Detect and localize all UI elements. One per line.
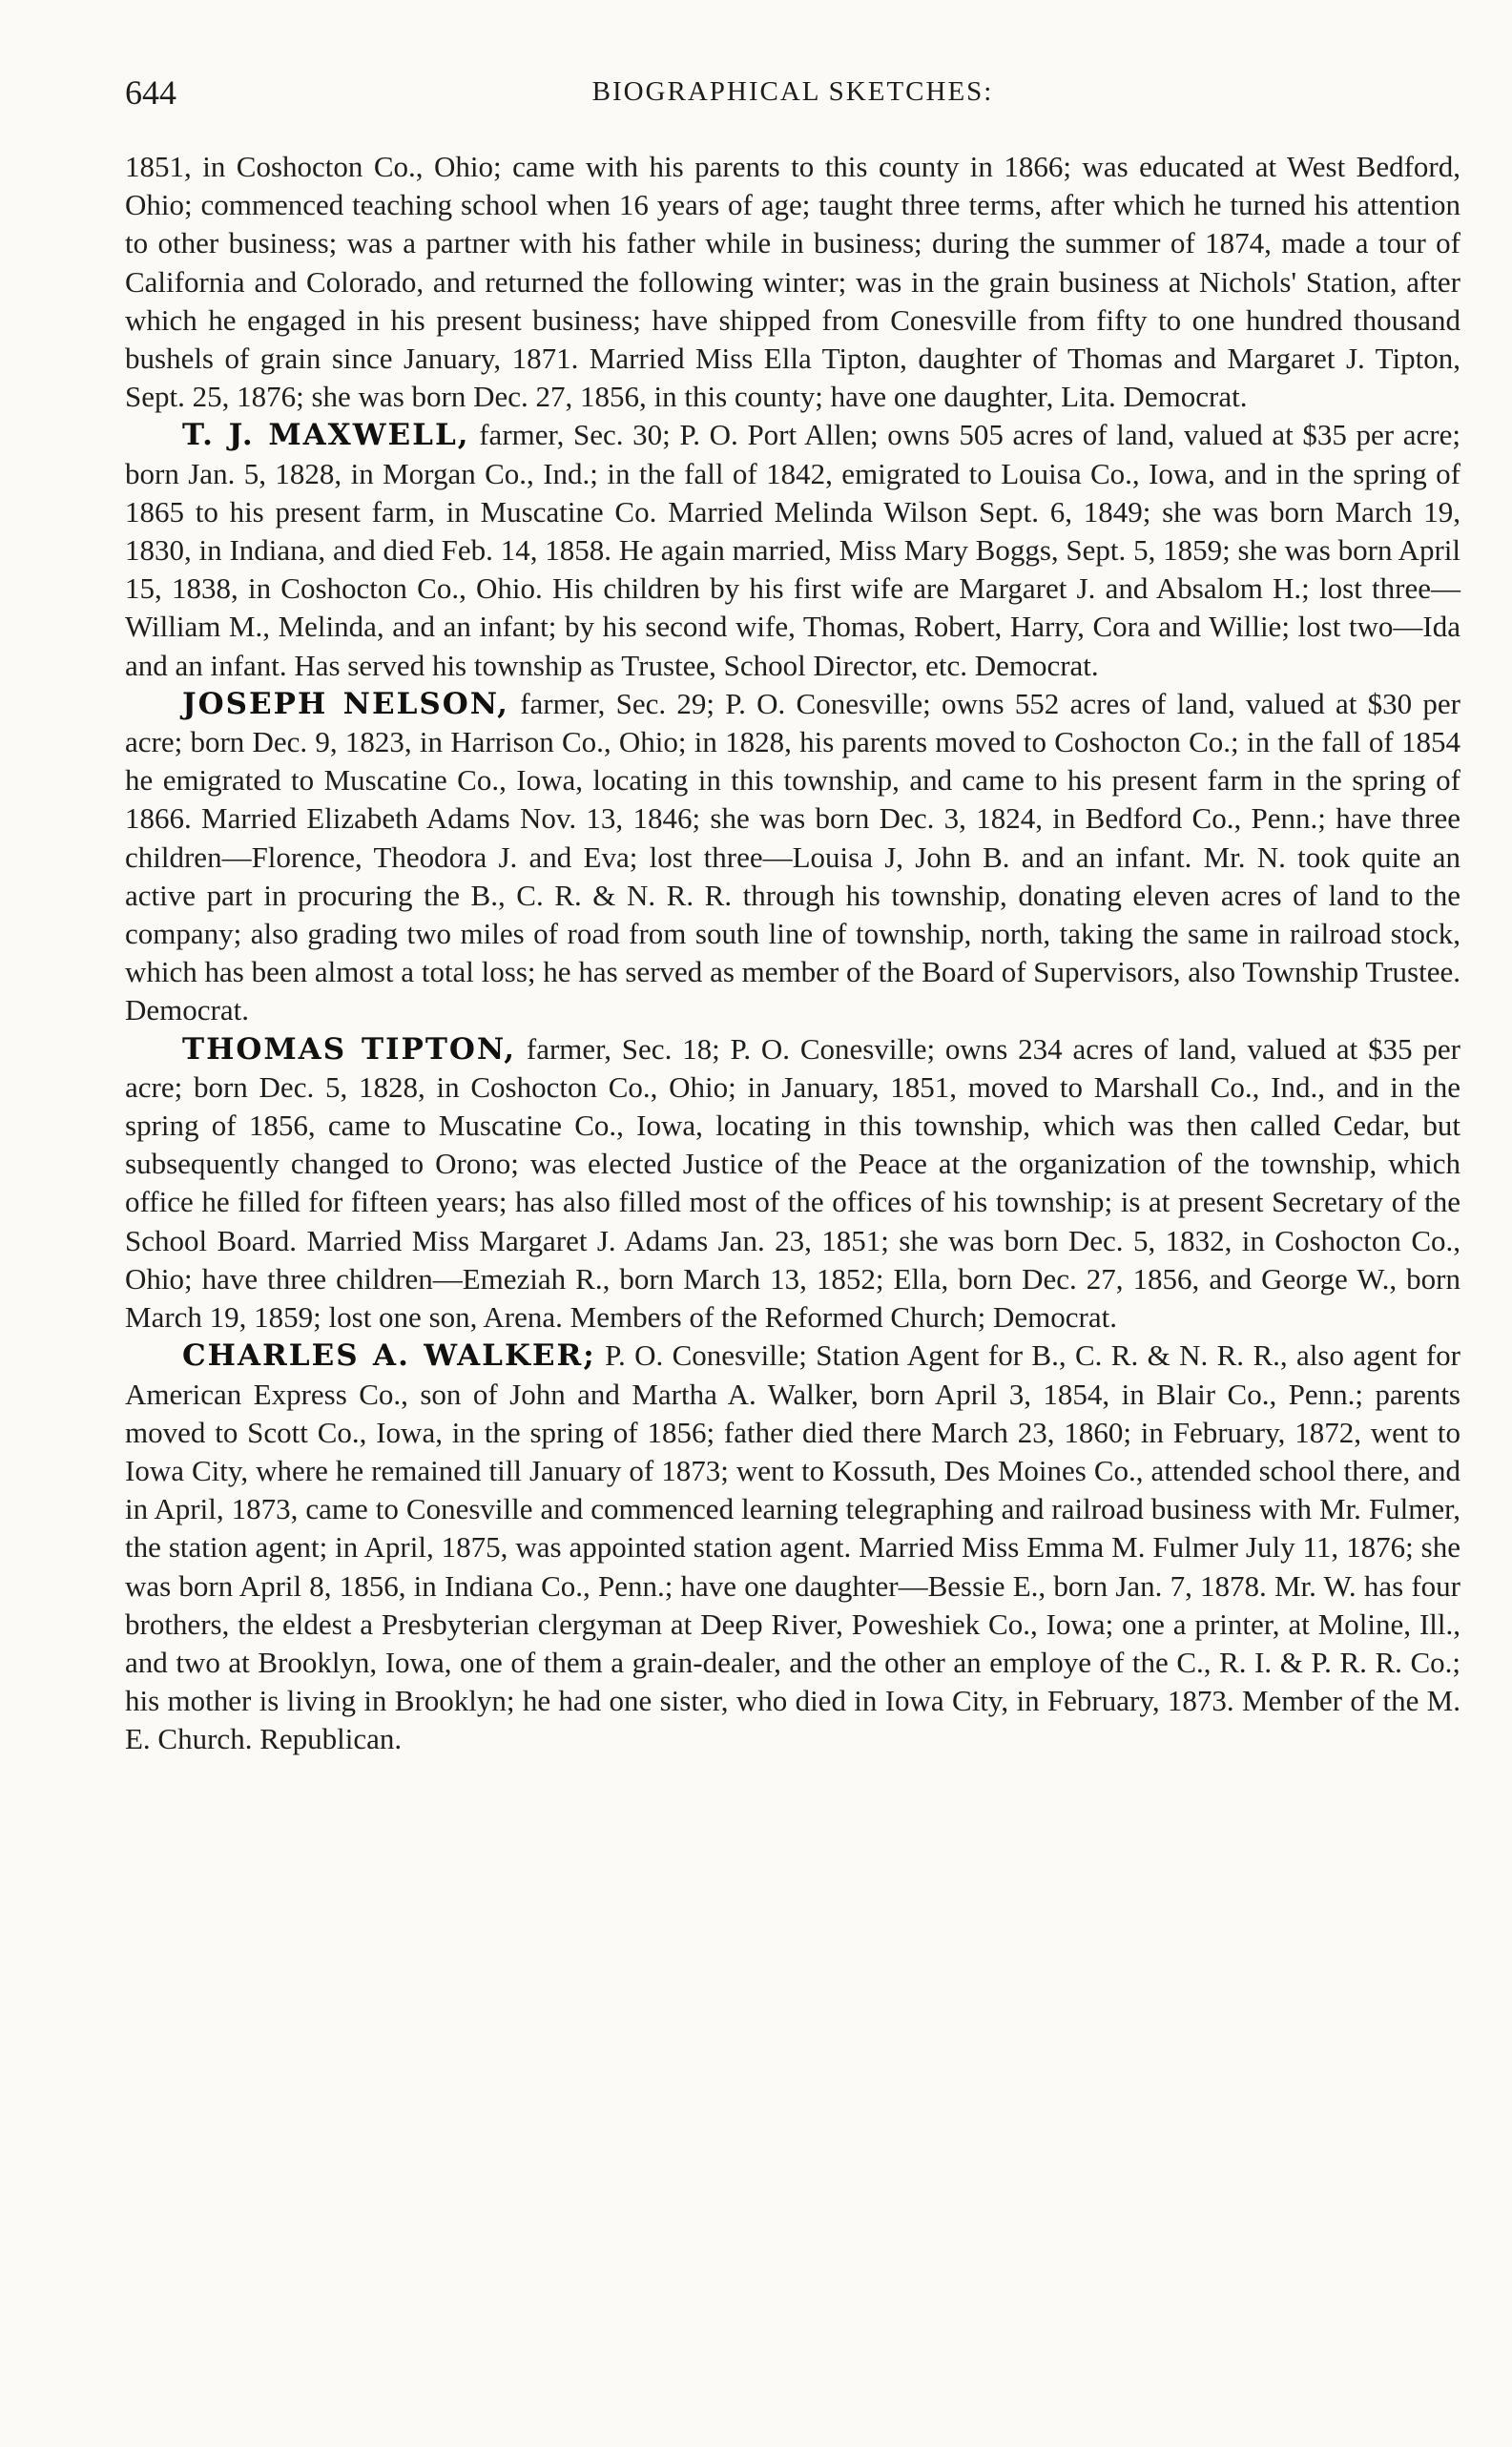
section-title: BIOGRAPHICAL SKETCHES: bbox=[591, 76, 994, 107]
entry-name: JOSEPH NELSON, bbox=[182, 686, 509, 721]
biography-entry-maxwell bbox=[125, 416, 1460, 684]
biography-entry-walker bbox=[125, 1337, 1460, 1758]
running-head bbox=[125, 73, 1460, 114]
entry-text: farmer, Sec. 18; P. O. Conesville; owns 234 acres of land, valued at $35 per acre; born Dec. 5, 1828, in Coshocton Co., Ohio; in January, 1851, moved to Marshall Co., Ind., and in the spring of 1856, came to Muscatine Co., Iowa, locating in this township, which was then called Cedar, but subsequently changed to Orono; was elected Justice of the Peace at the organization of the township, which office he filled for fifteen years; has also filled most of the offices of his township; is at present Secretary of the School Board. Married Miss Margaret J. Adams Jan. 23, 1851; she was born Dec. 5, 1832, in Coshocton Co., Ohio; have three children—Emeziah R., born March 13, 1852; Ella, born Dec. 27, 1856, and George W., born March 19, 1859; lost one son, Arena. Members of the Reformed Church; Democrat. bbox=[125, 1031, 1460, 1335]
biography-entry-nelson bbox=[125, 685, 1460, 1030]
entry-text: farmer, Sec. 29; P. O. Conesville; owns 552 acres of land, valued at $30 per acre; born Dec. 9, 1823, in Harrison Co., Ohio; in 1828, his parents moved to Coshocton Co.; in the fall of 1854 he emigrated to Muscatine Co., Iowa, locating in this township, and came to his present farm in the spring of 1866. Married Elizabeth Adams Nov. 13, 1846; she was born Dec. 3, 1824, in Bedford Co., Penn.; have three children—Florence, Theodora J. and Eva; lost three—Louisa J, John B. and an infant. Mr. N. took quite an active part in procuring the B., C. R. & N. R. R. through his township, donating eleven acres of land to the company; also grading two miles of road from south line of township, north, taking the same in railroad stock, which has been almost a total loss; he has served as member of the Board of Supervisors, also Township Trustee. Democrat. bbox=[125, 686, 1460, 1027]
page-number: 644 bbox=[125, 73, 176, 112]
entry-name: THOMAS TIPTON, bbox=[182, 1031, 517, 1067]
entry-text: farmer, Sec. 30; P. O. Port Allen; owns 505 acres of land, valued at $35 per acre; born Jan. 5, 1828, in Morgan Co., Ind.; in the fall of 1842, emigrated to Louisa Co., Iowa, and in the spring of 1865 to his present farm, in Muscatine Co. Married Melinda Wilson Sept. 6, 1849; she was born March 19, 1830, in Indiana, and died Feb. 14, 1858. He again married, Miss Mary Boggs, Sept. 5, 1859; she was born April 15, 1838, in Coshocton Co., Ohio. His children by his first wife are Margaret J. and Absalom H.; lost three—William M., Melinda, and an infant; by his second wife, Thomas, Robert, Harry, Cora and Willie; lost two—Ida and an infant. Has served his township as Trustee, School Director, etc. Democrat. bbox=[125, 418, 1460, 682]
biography-text bbox=[125, 148, 1460, 1759]
entry-name: T. J. MAXWELL, bbox=[182, 418, 470, 453]
continued-biography bbox=[125, 148, 1460, 416]
entry-text: P. O. Conesville; Station Agent for B., C. R. & N. R. R., also agent for American Express Co., son of John and Martha A. Walker, born April 3, 1854, in Blair Co., Penn.; parents moved to Scott Co., Iowa, in the spring of 1856; father died there March 23, 1860; in February, 1872, went to Iowa City, where he remained till January of 1873; went to Kossuth, Des Moines Co., attended school there, and in April, 1873, came to Conesville and commenced learning telegraphing and railroad business with Mr. Fulmer, the station agent; in April, 1875, was appointed station agent. Married Miss Emma M. Fulmer July 11, 1876; she was born April 8, 1856, in Indiana Co., Penn.; have one daughter—Bessie E., born Jan. 7, 1878. Mr. W. has four brothers, the eldest a Presbyterian clergyman at Deep River, Poweshiek Co., Iowa; one a printer, at Moline, Ill., and two at Brooklyn, Iowa, one of them a grain-dealer, and the other an employe of the C., R. I. & P. R. R. Co.; his mother is living in Brooklyn; he had one sister, who died in Iowa City, in February, 1873. Member of the M. E. Church. Republican. bbox=[125, 1338, 1460, 1756]
continued-biography-text: 1851, in Coshocton Co., Ohio; came with his parents to this county in 1866; was educated at West Bedford, Ohio; commenced teaching school when 16 years of age; taught three terms, after which he turned his attention to other business; was a partner with his father while in business; during the summer of 1874, made a tour of California and Colorado, and returned the following winter; was in the grain business at Nichols' Station, after which he engaged in his present business; have shipped from Conesville from fifty to one hundred thousand bushels of grain since January, 1871. Married Miss Ella Tipton, daughter of Thomas and Margaret J. Tipton, Sept. 25, 1876; she was born Dec. 27, 1856, in this county; have one daughter, Lita. Democrat. bbox=[125, 150, 1460, 414]
biography-entry-tipton bbox=[125, 1030, 1460, 1338]
entry-name: CHARLES A. WALKER; bbox=[182, 1338, 596, 1374]
